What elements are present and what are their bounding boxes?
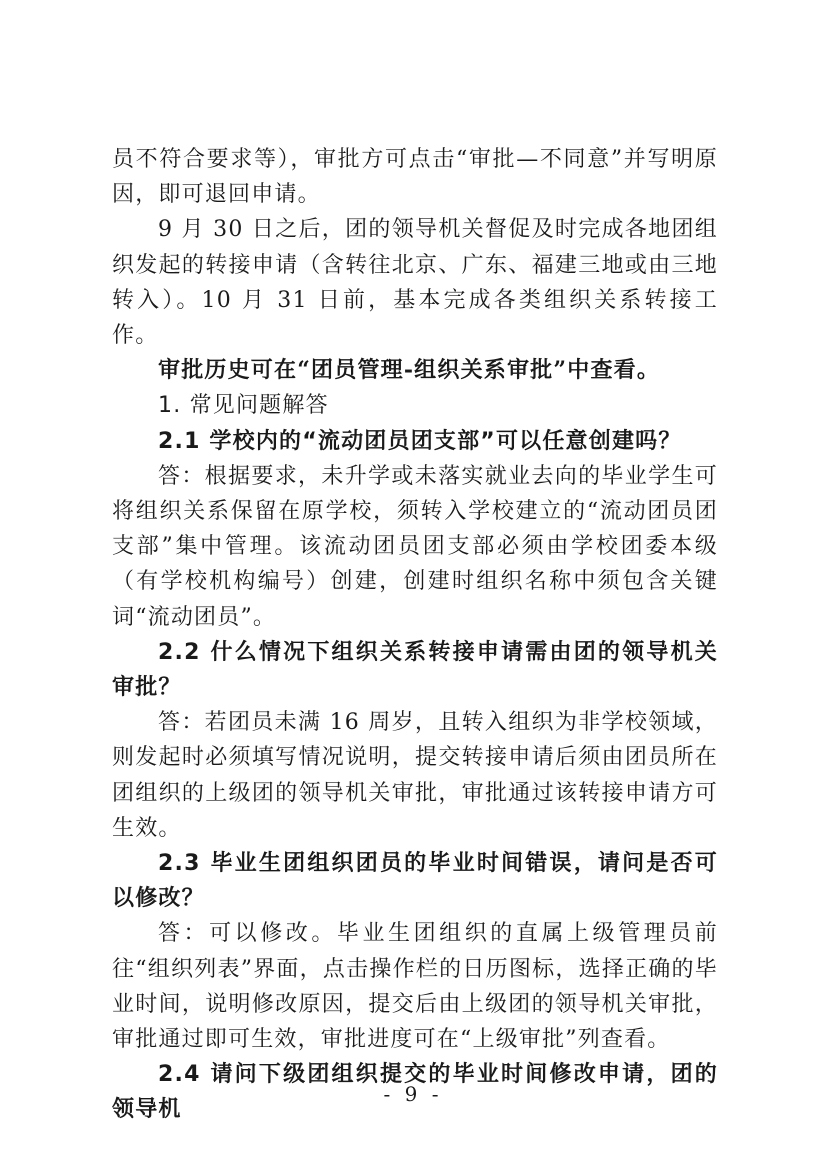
question-2-2: 2.2 什么情况下组织关系转接申请需由团的领导机关审批？ xyxy=(112,639,718,701)
document-body xyxy=(112,142,718,1128)
page-number: - 9 - xyxy=(383,1082,443,1106)
answer-2-3: 答：可以修改。毕业生团组织的直属上级管理员前往“组织列表”界面，点击操作栏的日历图标，选择正确的毕业时间，说明修改原因，提交后由上级团的领导机关审批，审批通过即可生效，审批进度可在“上级审批”列查看。 xyxy=(112,921,718,1053)
question-2-3: 2.3 毕业生团组织团员的毕业时间错误，请问是否可以修改？ xyxy=(112,851,718,912)
paragraph-deadline: 9 月 30 日之后，团的领导机关督促及时完成各地团组织发起的转接申请（含转往北京、广东、福建三地或由三地转入）。10 月 31 日前，基本完成各类组织关系转接工作。 xyxy=(112,217,718,349)
section-heading-faq: 1. 常见问题解答 xyxy=(158,393,329,419)
question-2-4: 2.4 请问下级团组织提交的毕业时间修改申请，团的领导机 xyxy=(112,1062,718,1123)
answer-2-2: 答：若团员未满 16 周岁，且转入组织为非学校领域，则发起时必须填写情况说明，提交转接申请后须由团员所在团组织的上级团的领导机关审批，审批通过该转接申请方可生效。 xyxy=(112,710,718,841)
paragraph-continuation: 员不符合要求等），审批方可点击“审批—不同意”并写明原因，即可退回申请。 xyxy=(112,147,718,208)
question-2-1: 2.1 学校内的“流动团员团支部”可以任意创建吗？ xyxy=(158,428,682,454)
answer-2-1: 答：根据要求，未升学或未落实就业去向的毕业学生可将组织关系保留在原学校，须转入学校建立的“流动团员团支部”集中管理。该流动团员团支部必须由学校团委本级（有学校机构编号）创建，创建时组织名称中须包含关键词“流动团员”。 xyxy=(112,463,718,630)
paragraph-approval-history: 审批历史可在“团员管理-组织关系审批”中查看。 xyxy=(158,357,661,384)
